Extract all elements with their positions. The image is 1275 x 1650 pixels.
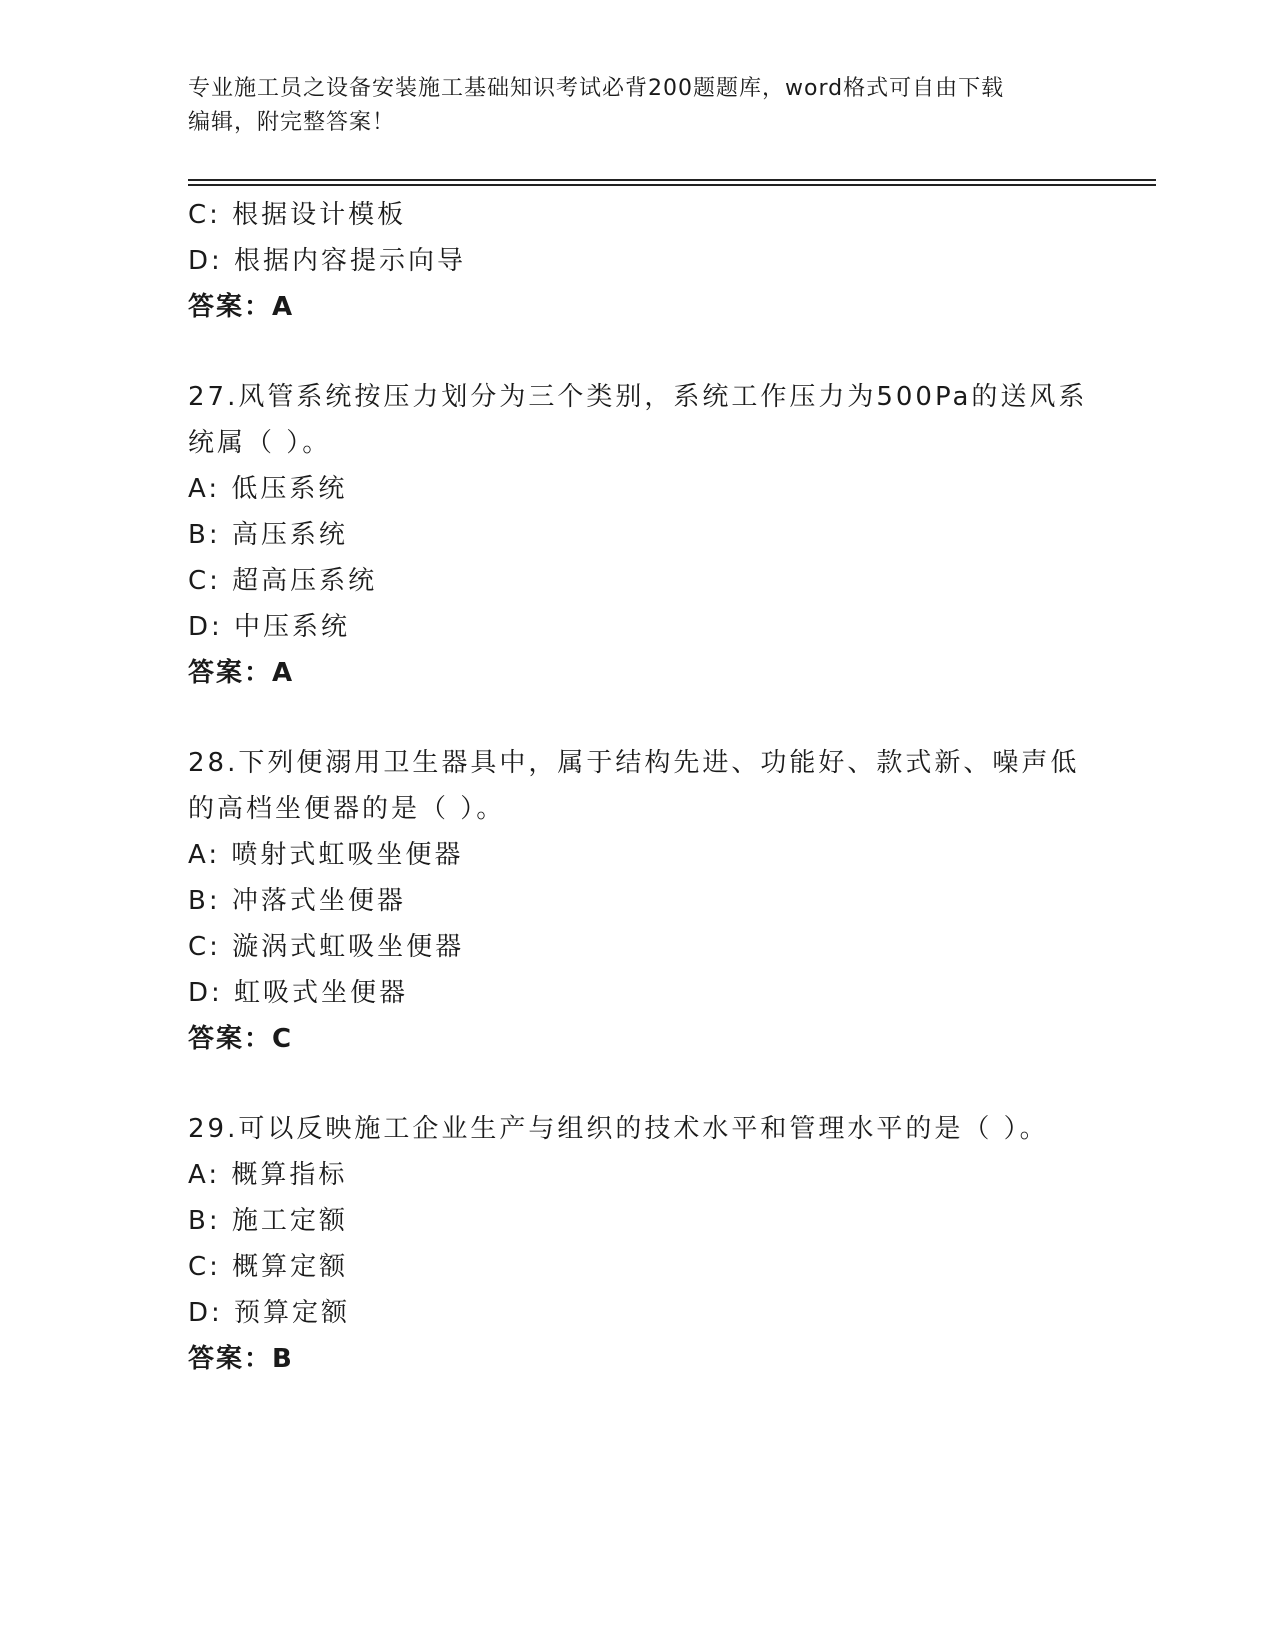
- answer-label: 答案：A: [188, 292, 295, 322]
- header-title-line-2: 编辑，附完整答案！: [188, 110, 396, 135]
- question-block-28: [188, 740, 1088, 1062]
- question-stem-line-2: 的高档坐便器的是（ ）。: [188, 794, 506, 824]
- option-b: B: 冲落式坐便器: [188, 886, 406, 916]
- option-d: D: 预算定额: [188, 1298, 351, 1328]
- question-stem-line-1: 29.可以反映施工企业生产与组织的技术水平和管理水平的是（ ）。: [188, 1114, 1049, 1144]
- answer-label: 答案：C: [188, 1024, 294, 1054]
- document-header: [188, 72, 1088, 140]
- option-a: A: 喷射式虹吸坐便器: [188, 840, 464, 870]
- option-c: C: 超高压系统: [188, 566, 378, 596]
- header-divider-top: [188, 179, 1156, 181]
- question-block-29: [188, 1106, 1088, 1382]
- option-d: D: 虹吸式坐便器: [188, 978, 409, 1008]
- question-block-27: [188, 374, 1088, 696]
- question-list: [188, 192, 1088, 1382]
- option-d: D: 根据内容提示向导: [188, 246, 467, 276]
- spacer: [188, 1062, 1088, 1106]
- option-a: A: 概算指标: [188, 1160, 348, 1190]
- option-a: A: 低压系统: [188, 474, 348, 504]
- option-b: B: 施工定额: [188, 1206, 348, 1236]
- question-block-26: [188, 192, 1088, 330]
- option-c: C: 根据设计模板: [188, 200, 407, 230]
- question-stem-line-2: 统属（ ）。: [188, 428, 332, 458]
- question-stem-line-1: 28.下列便溺用卫生器具中，属于结构先进、功能好、款式新、噪声低: [188, 748, 1080, 778]
- spacer: [188, 696, 1088, 740]
- spacer: [188, 330, 1088, 374]
- option-c: C: 概算定额: [188, 1252, 349, 1282]
- question-stem-line-1: 27.风管系统按压力划分为三个类别，系统工作压力为500Pa的送风系: [188, 382, 1088, 412]
- option-d: D: 中压系统: [188, 612, 351, 642]
- answer-label: 答案：A: [188, 658, 295, 688]
- answer-label: 答案：B: [188, 1344, 294, 1374]
- header-divider-bottom: [188, 184, 1156, 186]
- option-b: B: 高压系统: [188, 520, 348, 550]
- option-c: C: 漩涡式虹吸坐便器: [188, 932, 465, 962]
- header-title-line-1: 专业施工员之设备安装施工基础知识考试必背200题题库，word格式可自由下载: [188, 76, 1005, 101]
